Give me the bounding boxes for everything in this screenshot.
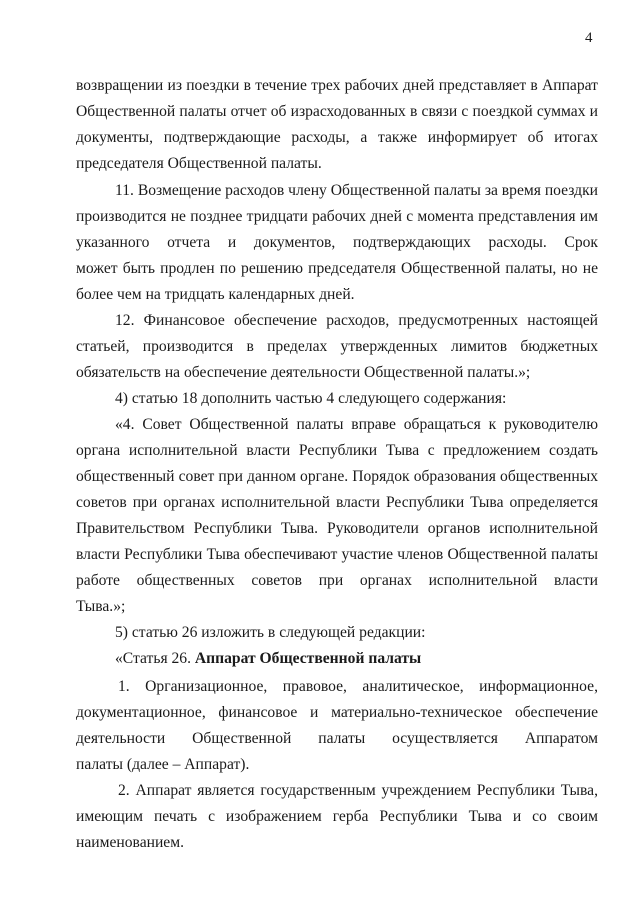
- text-line: Тыва.»;: [76, 598, 126, 615]
- text-line: может быть продлен по решению председателя Общественной палаты, но не: [76, 260, 598, 277]
- part-4-start: «4. Совет Общественной палаты вправе обращаться к руководителю: [115, 416, 598, 433]
- text-line: более чем на тридцать календарных дней.: [76, 286, 355, 303]
- amendment-5-heading: 5) статью 26 изложить в следующей редакции:: [115, 624, 426, 641]
- article-26-heading: [115, 649, 598, 669]
- text-line: органа исполнительной власти Республики Тыва с предложением создать: [76, 442, 598, 459]
- text-line: документы, подтверждающие расходы, а также информирует об итогах: [76, 129, 598, 146]
- text-line: власти Республики Тыва обеспечивают участие членов Общественной палаты: [76, 546, 598, 563]
- text-line: наименованием.: [76, 834, 184, 851]
- text-line: производится не позднее тридцати рабочих дней с момента представления им: [76, 208, 598, 225]
- text-line: палаты (далее – Аппарат).: [76, 756, 250, 773]
- text-line: указанного отчета и документов, подтверждающих расходы. Срок: [76, 234, 598, 251]
- text-line: статьей, производится в пределах утвержденных лимитов бюджетных: [76, 338, 598, 355]
- page-number: 4: [585, 30, 593, 46]
- text-line: Правительством Республики Тыва. Руководители органов исполнительной: [76, 520, 598, 537]
- text-line: обязательств на обеспечение деятельности Общественной палаты.»;: [76, 364, 531, 381]
- text-line: советов при органах исполнительной власти Республики Тыва определяется: [76, 494, 598, 511]
- text-line: деятельности Общественной палаты осуществляется Аппаратом: [76, 730, 598, 747]
- text-line: общественный совет при данном органе. Порядок образования общественных: [76, 468, 598, 485]
- text-line: работе общественных советов при органах исполнительной власти: [76, 572, 598, 589]
- paragraph-12-start: 12. Финансовое обеспечение расходов, предусмотренных настоящей: [115, 312, 598, 329]
- article-26-part-2-start: 2. Аппарат является государственным учреждением Республики Тыва,: [118, 782, 598, 799]
- amendment-4-heading: 4) статью 18 дополнить частью 4 следующего содержания:: [115, 390, 507, 407]
- article-26-part-1-start: 1. Организационное, правовое, аналитическое, информационное,: [118, 678, 598, 695]
- article-26-label: «Статья 26.: [115, 650, 195, 667]
- paragraph-11-start: 11. Возмещение расходов члену Общественной палаты за время поездки: [115, 182, 598, 199]
- text-line: Общественной палаты отчет об израсходованных в связи с поездкой суммах и: [76, 103, 598, 120]
- text-line: документационное, финансовое и материально-техническое обеспечение: [76, 704, 598, 721]
- text-line: председателя Общественной палаты.: [76, 155, 322, 172]
- text-line: имеющим печать с изображением герба Республики Тыва и со своим: [76, 808, 598, 825]
- article-26-title: Аппарат Общественной палаты: [194, 650, 422, 667]
- text-line: возвращении из поездки в течение трех рабочих дней представляет в Аппарат: [76, 77, 598, 94]
